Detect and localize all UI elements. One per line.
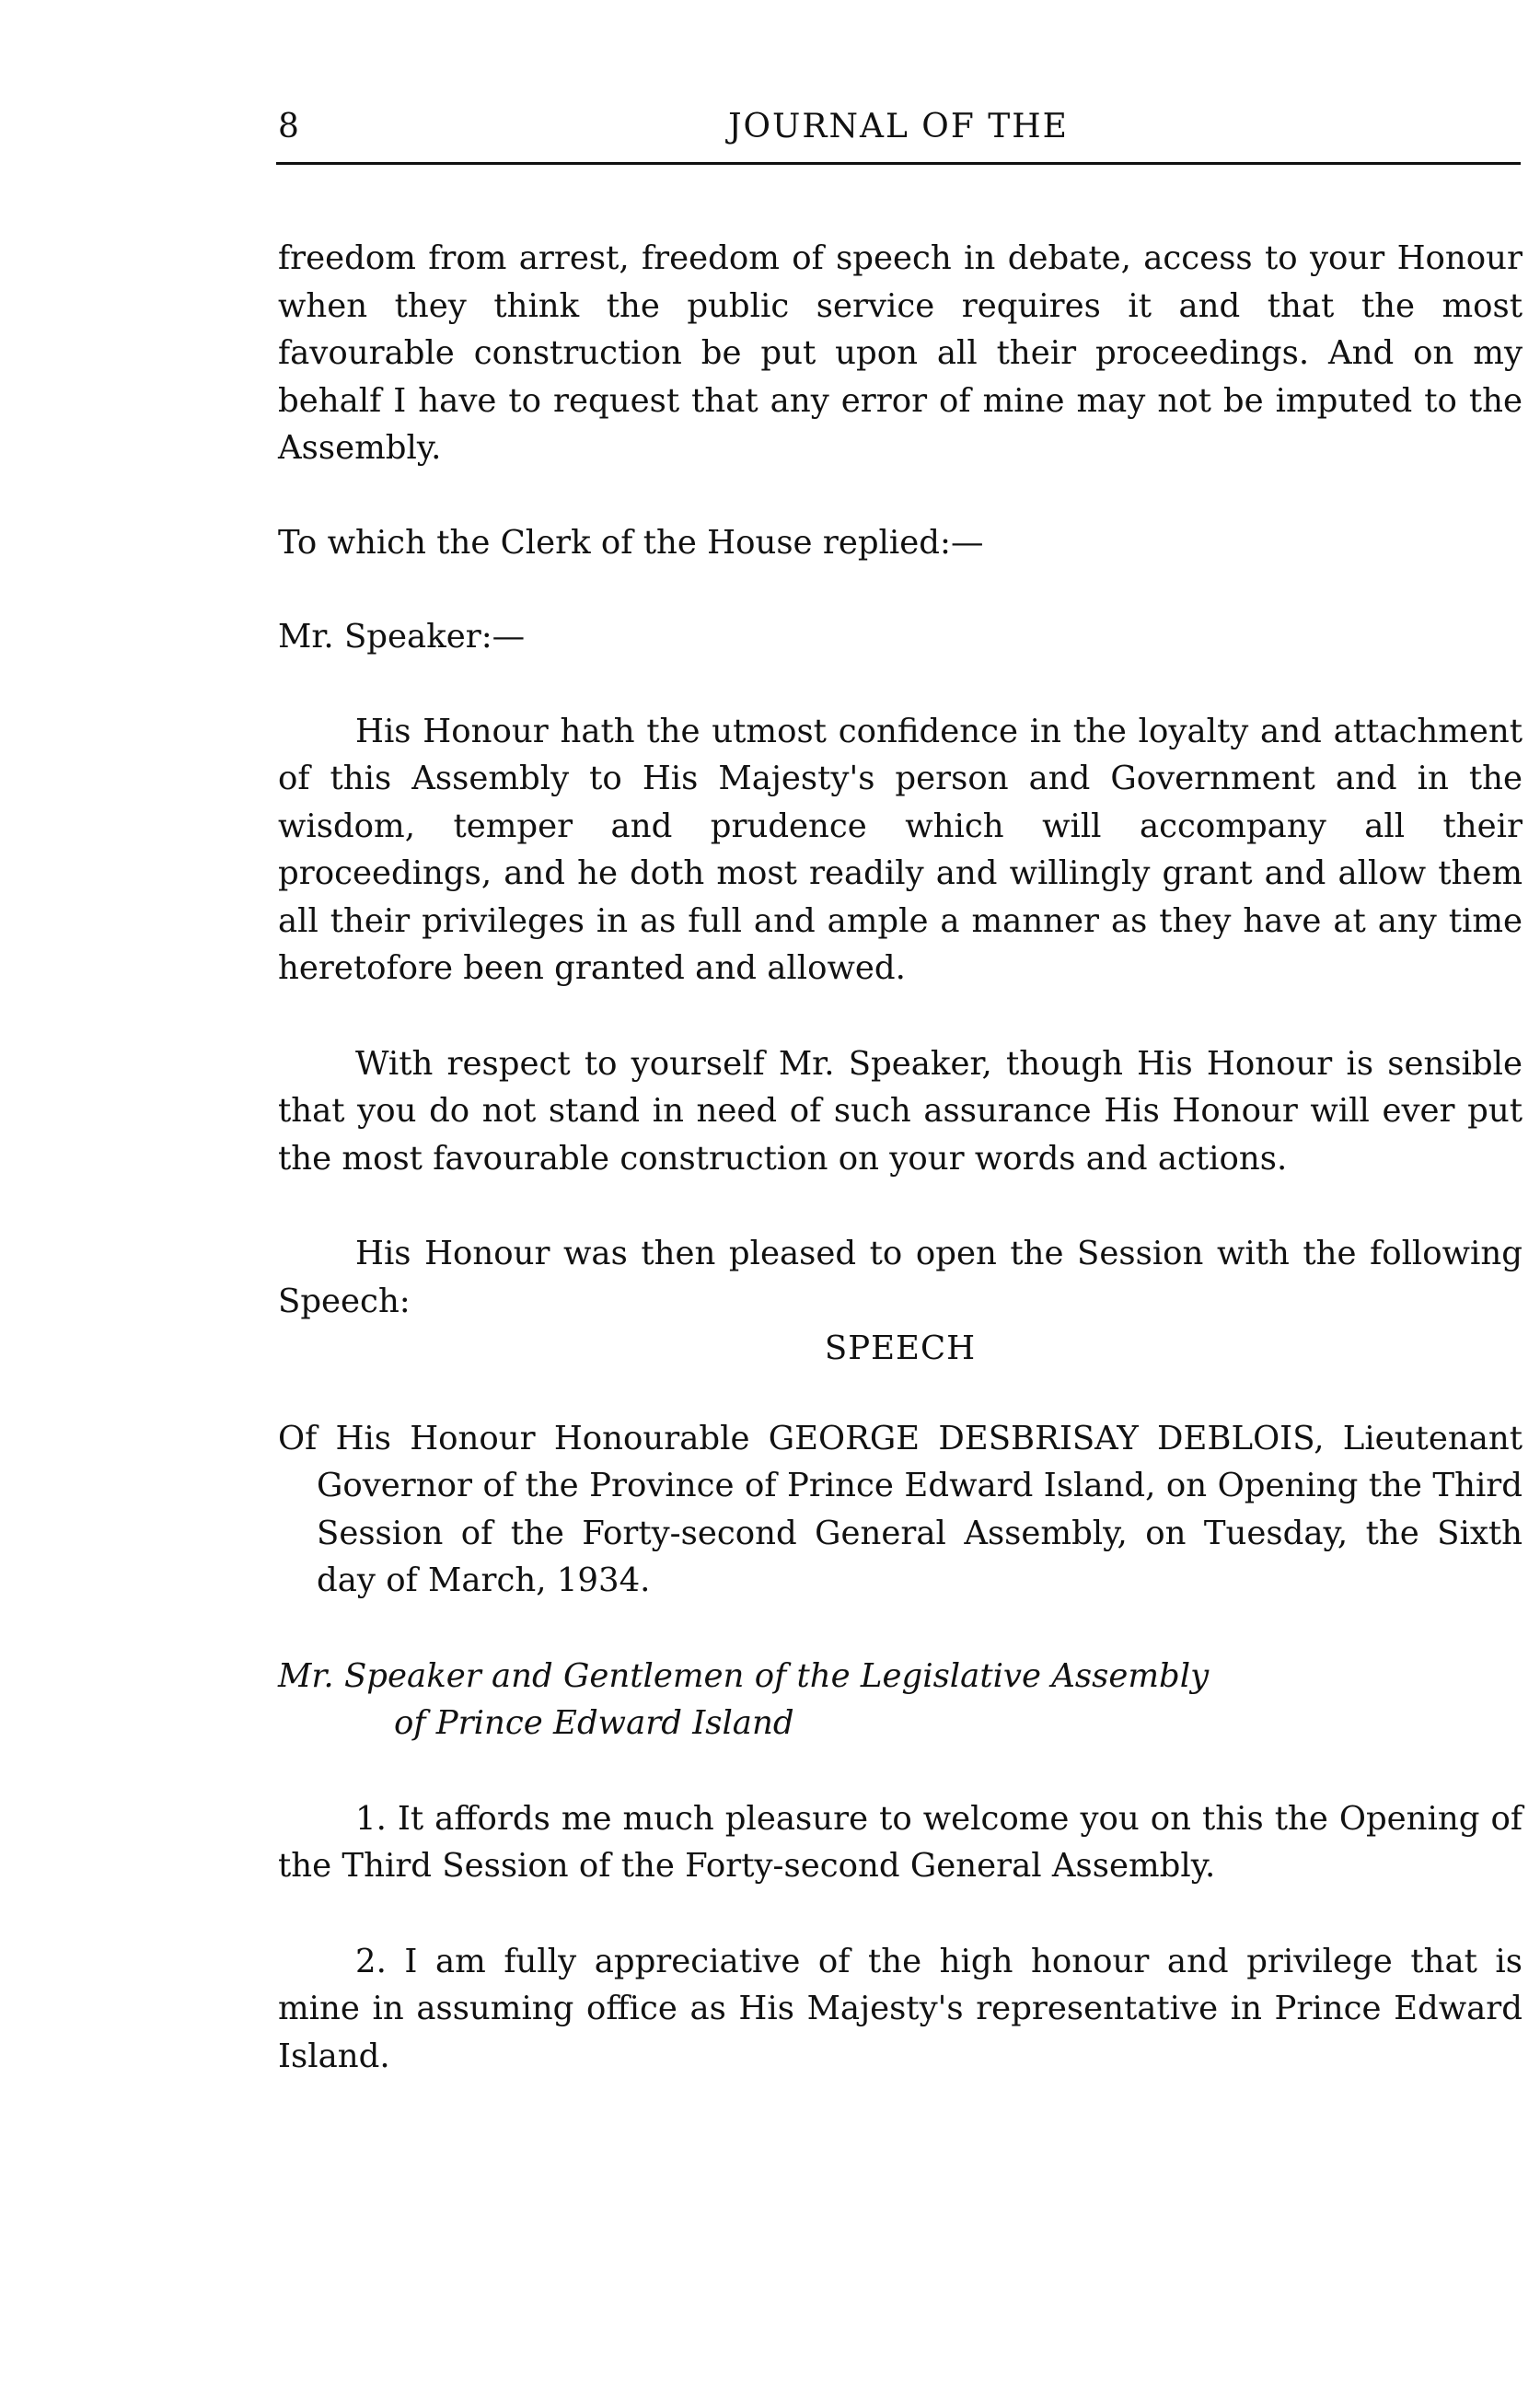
salutation-line-2: of Prince Edward Island — [394, 1704, 794, 1742]
page-number: 8 — [278, 108, 299, 145]
speech-item-1: 1. It affords me much pleasure to welcome you on this the Opening of the Third Session of the Forty-second General Assembly. — [278, 1799, 1523, 1885]
running-head: JOURNAL OF THE — [728, 108, 1069, 145]
clerk-reply-intro: To which the Clerk of the House replied:— — [278, 523, 984, 562]
speech-salutation — [278, 1653, 1523, 1747]
speech-item-2: 2. I am fully appreciative of the high honour and privilege that is mine in assuming office as His Majesty's representative in Prince Edward Island. — [278, 1942, 1523, 2075]
session-opening-paragraph: His Honour was then pleased to open the Session with the following Speech: — [278, 1235, 1523, 1320]
clerk-reply-paragraph: His Honour hath the utmost confidence in the loyalty and attachment of this Assembly to His Majesty's person and Government and in the wisdom, temper and prudence which will accompany all their proceedings, and he doth most readily and willingly grant and allow them all their privileges in as full and ample a manner as they have at any time heretofore been granted and allowed. — [278, 712, 1523, 987]
speech-introduction: Of His Honour Honourable GEORGE DESBRISAY DEBLOIS, Lieutenant Governor of the Province of Prince Edward Island, on Opening the Third Session of the Forty-second General Assembly, on Tuesday, the Sixth day of March, 1934. — [278, 1419, 1523, 1599]
header-rule — [276, 162, 1521, 165]
page-header — [276, 92, 1521, 166]
salutation-line-1: Mr. Speaker and Gentlemen of the Legislative Assembly — [278, 1656, 1210, 1695]
speech-heading: SPEECH — [824, 1329, 977, 1367]
speaker-assurance-paragraph: With respect to yourself Mr. Speaker, though His Honour is sensible that you do not stand in need of such assurance His Honour will ever put the most favourable construction on your words and actions. — [278, 1044, 1523, 1178]
continuation-paragraph: freedom from arrest, freedom of speech in debate, access to your Honour when they think the public service requires it and that the most favourable construction be put upon all their proceedings. And on my behalf I have to request that any error of mine may not be imputed to the Assembly. — [278, 239, 1523, 467]
page-body — [278, 235, 1523, 2080]
address-to-speaker: Mr. Speaker:— — [278, 618, 526, 656]
